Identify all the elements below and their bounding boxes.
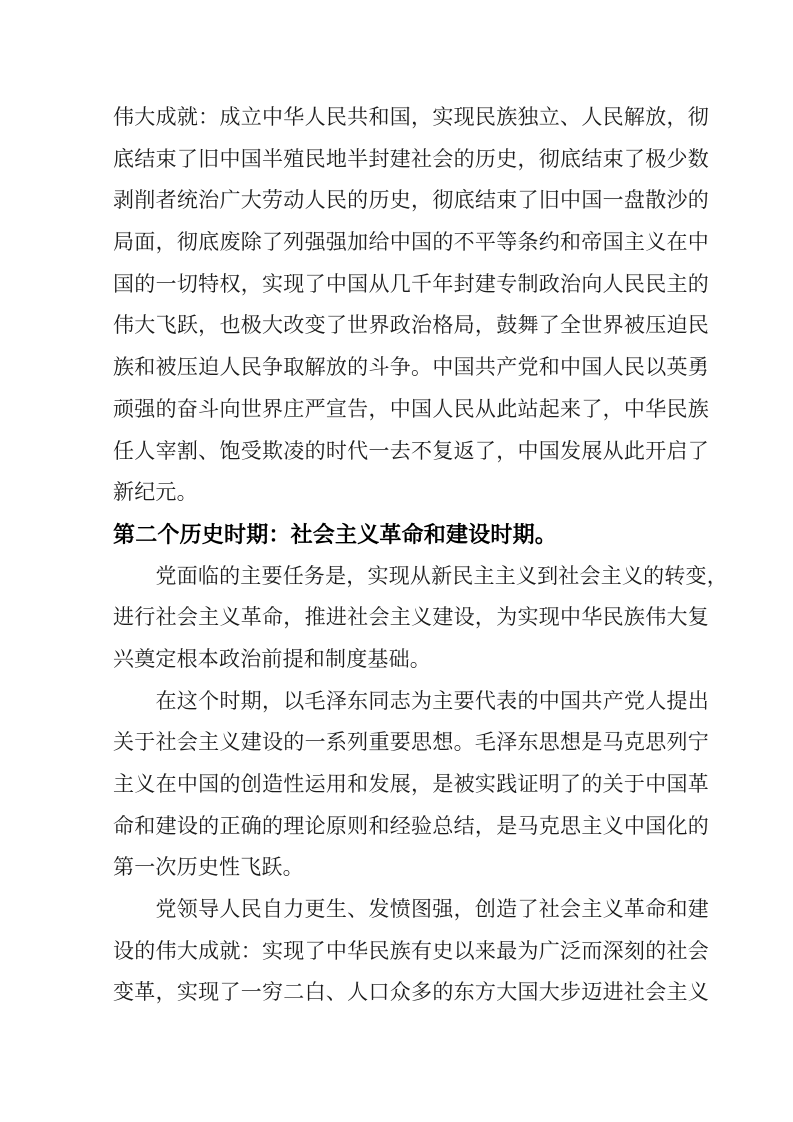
text-line: 在这个时期，以毛泽东同志为主要代表的中国共产党人提出 (155, 688, 709, 713)
text-line: 设的伟大成就：实现了中华民族有史以来最为广泛而深刻的社会 (113, 938, 709, 963)
text-line: 兴奠定根本政治前提和制度基础。 (113, 646, 431, 671)
text-line: 顽强的奋斗向世界庄严宣告，中国人民从此站起来了，中华民族 (113, 396, 709, 421)
text-line: 第一次历史性飞跃。 (113, 855, 304, 880)
text-line: 主义在中国的创造性运用和发展，是被实践证明了的关于中国革 (113, 772, 709, 796)
text-line: 变革，实现了一穷二白、人口众多的东方大国大步迈进社会主义 (113, 980, 709, 1005)
document-text (113, 97, 728, 1014)
text-line: 国的一切特权，实现了中国从几千年封建专制政治向人民民主的 (113, 271, 709, 296)
text-line: 党面临的主要任务是，实现从新民主主义到社会主义的转变， (155, 563, 728, 588)
text-line: 进行社会主义革命，推进社会主义建设，为实现中华民族伟大复 (113, 605, 709, 630)
text-line: 关于社会主义建设的一系列重要思想。毛泽东思想是马克思列宁 (113, 730, 709, 755)
text-line: 命和建设的正确的理论原则和经验总结，是马克思主义中国化的 (113, 813, 709, 838)
text-line: 剥削者统治广大劳动人民的历史，彻底结束了旧中国一盘散沙的 (113, 188, 709, 213)
text-line: 底结束了旧中国半殖民地半封建社会的历史，彻底结束了极少数 (113, 146, 709, 171)
text-line: 党领导人民自力更生、发愤图强，创造了社会主义革命和建 (155, 897, 709, 922)
text-line: 伟大成就：成立中华人民共和国，实现民族独立、人民解放，彻 (113, 105, 709, 129)
text-line: 局面，彻底废除了列强强加给中国的不平等条约和帝国主义在中 (113, 230, 709, 255)
text-line: 新纪元。 (113, 480, 198, 505)
text-line: 任人宰割、饱受欺凌的时代一去不复返了，中国发展从此开启了 (113, 438, 709, 463)
text-line: 族和被压迫人民争取解放的斗争。中国共产党和中国人民以英勇 (113, 355, 709, 380)
text-line: 伟大飞跃，也极大改变了世界政治格局，鼓舞了全世界被压迫民 (113, 313, 709, 338)
section-heading: 第二个历史时期：社会主义革命和建设时期。 (113, 521, 558, 547)
